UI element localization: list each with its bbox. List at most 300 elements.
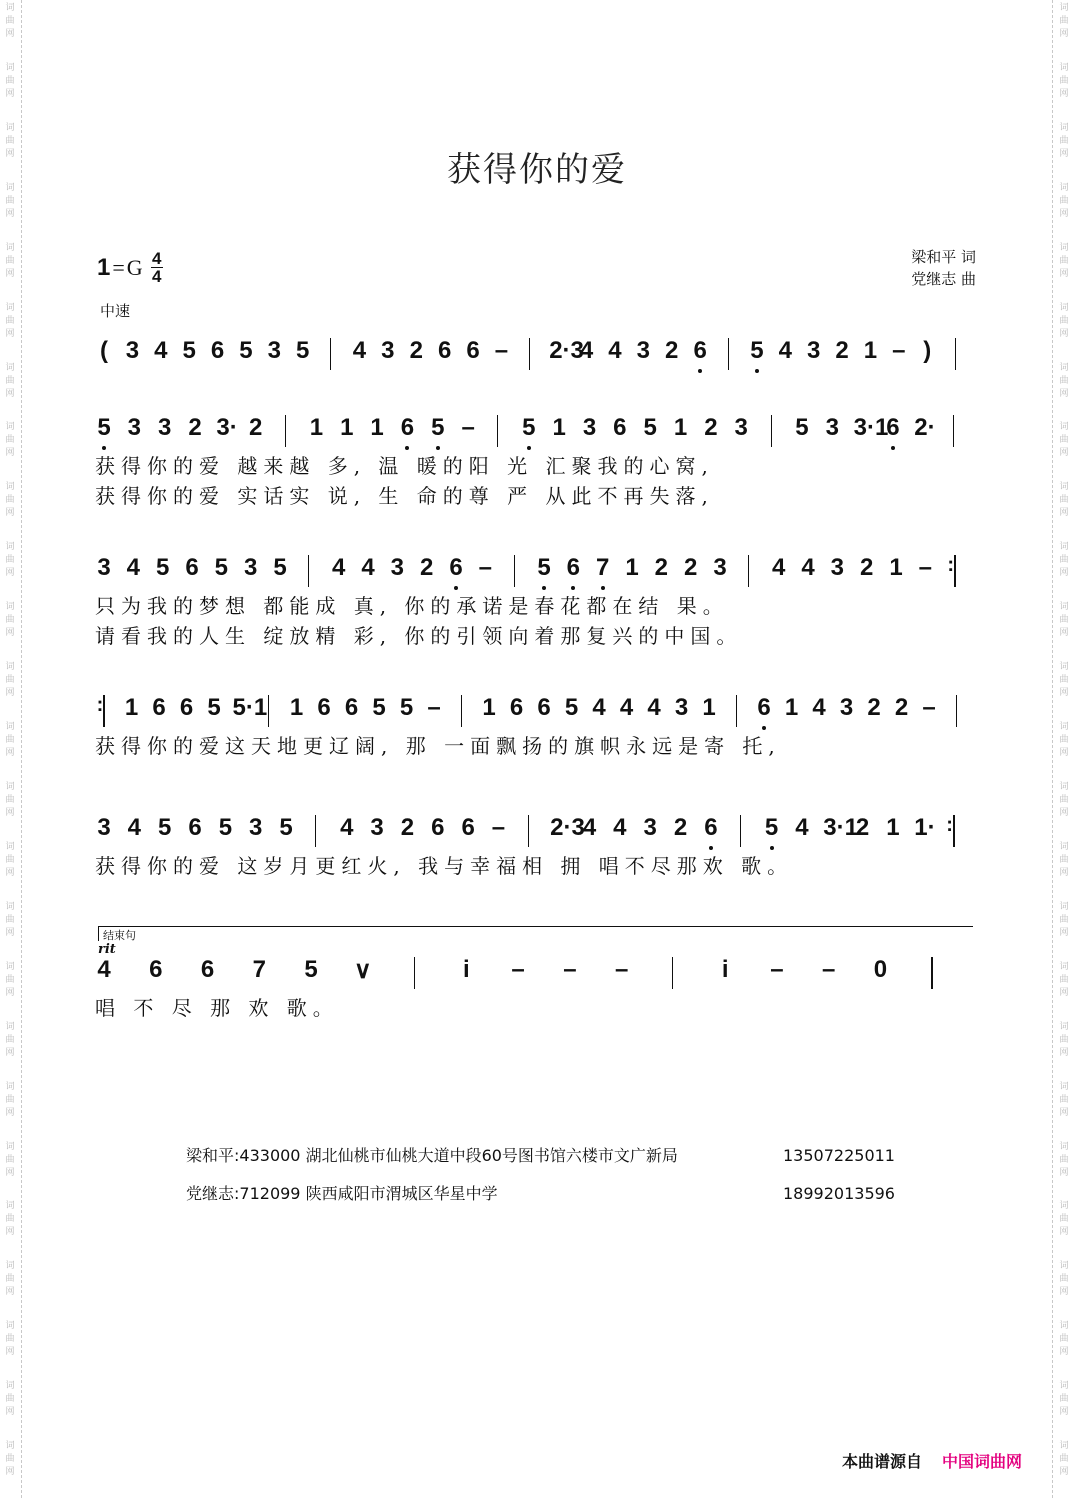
watermark-char: 网	[5, 927, 15, 938]
watermark-char: 词	[1059, 542, 1069, 553]
watermark-char: 网	[5, 987, 15, 998]
watermark-char: 词	[5, 781, 15, 792]
note: 4	[127, 814, 142, 841]
watermark-char: 词	[5, 482, 15, 493]
contact-name: 党继志:	[186, 1184, 240, 1203]
contact-row-lyricist	[186, 1137, 895, 1175]
note: 6	[437, 337, 452, 364]
note: 4	[331, 554, 346, 581]
barline	[330, 338, 331, 370]
note: 5	[214, 554, 228, 581]
note: 5	[537, 554, 551, 581]
barline	[736, 695, 737, 727]
watermark-char: 曲	[5, 794, 15, 805]
note: 3	[839, 694, 854, 721]
note: 6	[317, 694, 331, 721]
note: 3·1	[853, 414, 889, 441]
watermark-char: 词	[1059, 422, 1069, 433]
watermark-group	[5, 1198, 14, 1258]
song-title: 获得你的爱	[447, 150, 627, 190]
contact-footer	[186, 1137, 895, 1213]
note: 3	[674, 694, 689, 721]
watermark-char: 曲	[1059, 1034, 1069, 1045]
lyrics-text: 获得你的爱这天地更辽阔, 那 一面飘扬的旗帜永远是寄 托,	[95, 734, 781, 758]
watermark-char: 词	[5, 841, 15, 852]
note: 1	[625, 554, 639, 581]
watermark-char: 网	[1059, 807, 1069, 818]
note: 3	[267, 337, 281, 364]
note: 4	[801, 554, 815, 581]
watermark-char: 曲	[1059, 435, 1069, 446]
note: 6	[613, 414, 627, 441]
watermark-char: 曲	[1059, 675, 1069, 686]
note: 4	[361, 554, 375, 581]
watermark-char: 曲	[5, 435, 15, 446]
note: 3·	[216, 414, 238, 441]
note: 6	[344, 694, 359, 721]
watermark-group	[1059, 1378, 1068, 1438]
watermark-group	[1059, 1019, 1068, 1079]
watermark-group	[5, 1378, 14, 1438]
watermark-char: 词	[5, 1141, 15, 1152]
barline	[414, 957, 415, 989]
watermark-group	[5, 419, 14, 479]
score-line	[95, 929, 985, 1022]
watermark-char: 网	[1059, 388, 1069, 399]
watermark-char: 词	[5, 1381, 15, 1392]
watermark-char: 曲	[1059, 375, 1069, 386]
note: 1	[886, 814, 900, 841]
note: 4	[647, 694, 661, 721]
watermark-char: 词	[5, 122, 15, 133]
note: 6	[566, 554, 580, 581]
barline	[461, 695, 462, 727]
watermark-char: 网	[1059, 1407, 1069, 1418]
note: 6	[757, 694, 771, 721]
note: 4	[126, 554, 140, 581]
watermark-char: 词	[1059, 1201, 1069, 1212]
watermark-char: 网	[5, 1287, 15, 1298]
coda-label: 结束句	[98, 926, 973, 941]
barline	[497, 415, 498, 447]
watermark-char: 网	[5, 1227, 15, 1238]
dash-extension: –	[892, 337, 906, 364]
watermark-group	[5, 1438, 14, 1498]
barline	[308, 555, 309, 587]
watermark-char: 词	[1059, 302, 1069, 313]
watermark-char: 曲	[5, 1034, 15, 1045]
watermark-group	[5, 539, 14, 599]
watermark-char: 网	[5, 688, 15, 699]
watermark-char: 曲	[5, 16, 15, 26]
note: 2	[673, 814, 688, 841]
watermark-char: 曲	[1059, 495, 1069, 506]
note: 5	[764, 814, 779, 841]
watermark-char: 网	[1059, 148, 1069, 159]
watermark-char: 网	[5, 1047, 15, 1058]
dash-extension: –	[494, 337, 509, 364]
watermark-char: 网	[1059, 448, 1069, 459]
note: 1	[702, 694, 716, 721]
note: 1	[482, 694, 496, 721]
watermark-char: 词	[1059, 602, 1069, 613]
barline	[528, 815, 529, 847]
watermark-group	[1059, 1258, 1068, 1318]
contact-address: 712099 陕西咸阳市渭城区华星中学	[239, 1184, 498, 1203]
watermark-char: 词	[1059, 1441, 1069, 1452]
repeat-sign: :	[96, 694, 104, 716]
contact-name: 梁和平:	[186, 1146, 240, 1165]
watermark-char: 曲	[1059, 1154, 1069, 1165]
watermark-char: 网	[1059, 628, 1069, 639]
note: 3	[390, 554, 404, 581]
barline	[514, 555, 515, 587]
barline	[931, 957, 933, 989]
note: 5·1	[232, 694, 268, 721]
note: 3	[243, 554, 258, 581]
note: 5	[239, 337, 253, 364]
watermark-char: 网	[1059, 208, 1069, 219]
watermark-group	[5, 1318, 14, 1378]
watermark-group	[1059, 300, 1068, 360]
note: )	[923, 337, 932, 364]
contact-phone: 13507225011	[783, 1146, 895, 1165]
watermark-group	[5, 60, 14, 120]
watermark-char: 词	[1059, 1141, 1069, 1152]
watermark-char: 词	[1059, 122, 1069, 133]
watermark-group	[1059, 479, 1068, 539]
watermark-char: 词	[5, 1081, 15, 1092]
note: 6	[179, 694, 194, 721]
dash-extension: –	[770, 956, 784, 983]
margin-dashed-line-left	[21, 0, 22, 1498]
watermark-group	[1059, 1198, 1068, 1258]
note: 1	[863, 337, 878, 364]
note: 1	[370, 414, 384, 441]
note: 1	[289, 694, 304, 721]
watermark-char: 网	[5, 508, 15, 519]
watermark-char: 网	[5, 1407, 15, 1418]
repeat-sign: :	[947, 554, 954, 576]
watermark-char: 词	[5, 3, 15, 13]
low-octave-dot	[755, 369, 759, 373]
watermark-char: 词	[1059, 961, 1069, 972]
watermark-char: 网	[5, 1467, 15, 1478]
watermark-char: 曲	[5, 675, 15, 686]
watermark-char: 网	[5, 628, 15, 639]
watermark-group	[1059, 419, 1068, 479]
notes-row	[95, 410, 985, 450]
repeat-sign: :	[946, 814, 953, 836]
note: 6	[152, 694, 166, 721]
side-watermark-left	[0, 0, 20, 1498]
note: 6	[449, 554, 463, 581]
watermark-char: 曲	[1059, 1394, 1069, 1405]
watermark-char: 网	[5, 268, 15, 279]
note: 2	[855, 814, 870, 841]
note: 2	[249, 414, 263, 441]
watermark-char: 曲	[5, 495, 15, 506]
note: 6	[200, 956, 215, 983]
lyrics-verse-1	[95, 450, 985, 480]
watermark-char: 曲	[5, 735, 15, 746]
note: 5	[296, 337, 310, 364]
watermark-group	[1059, 60, 1068, 120]
watermark-group	[5, 240, 14, 300]
watermark-char: 网	[5, 1107, 15, 1118]
watermark-char: 曲	[5, 974, 15, 985]
note: 6	[185, 554, 199, 581]
watermark-group	[5, 360, 14, 420]
note: 6	[461, 814, 475, 841]
note: 4	[97, 956, 111, 983]
watermark-char: 曲	[5, 1154, 15, 1165]
watermark-char: 词	[1059, 62, 1069, 73]
note: 6	[188, 814, 202, 841]
watermark-char: 词	[1059, 781, 1069, 792]
watermark-char: 网	[1059, 1287, 1069, 1298]
watermark-char: 网	[5, 388, 15, 399]
watermark-char: 网	[1059, 1167, 1069, 1178]
note: 2·3	[550, 814, 585, 841]
note: 3	[582, 414, 597, 441]
lyrics-verse-1	[95, 730, 985, 760]
watermark-char: 曲	[5, 1394, 15, 1405]
watermark-char: 曲	[1059, 16, 1069, 26]
note: 4	[613, 814, 627, 841]
watermark-char: 词	[1059, 1021, 1069, 1032]
key-tonic: 1	[97, 253, 111, 281]
note: 1	[784, 694, 799, 721]
dash-extension: –	[461, 414, 475, 441]
note: 6	[693, 337, 707, 364]
note: 3	[825, 414, 839, 441]
note: 2	[654, 554, 668, 581]
watermark-char: 词	[5, 362, 15, 373]
note: 5	[182, 337, 196, 364]
key-equals: =	[112, 254, 125, 280]
watermark-char: 曲	[5, 1094, 15, 1105]
watermark-char: 曲	[5, 1274, 15, 1285]
watermark-group	[5, 1019, 14, 1079]
note: 2	[867, 694, 881, 721]
watermark-char: 词	[5, 542, 15, 553]
watermark-char: 词	[1059, 1321, 1069, 1332]
note: 3	[713, 554, 727, 581]
note: 2	[188, 414, 202, 441]
note: 6	[400, 414, 415, 441]
score-line	[95, 550, 985, 650]
side-watermark-right	[1054, 0, 1074, 1498]
watermark-char: 曲	[1059, 1094, 1069, 1105]
note: 4	[608, 337, 622, 364]
watermark-group	[1059, 899, 1068, 959]
lyrics-verse-1	[95, 992, 985, 1022]
note: 7	[595, 554, 610, 581]
score-line	[95, 333, 985, 373]
tempo-marking: 中速	[100, 302, 131, 320]
note: 6	[431, 814, 445, 841]
note: 5	[431, 414, 445, 441]
note: 4	[340, 814, 354, 841]
note: 6	[509, 694, 524, 721]
note: 3	[734, 414, 748, 441]
watermark-group	[5, 479, 14, 539]
watermark-group	[1059, 1139, 1068, 1199]
dash-extension: –	[427, 694, 441, 721]
lyrics-text: 获得你的爱 越来越 多, 温 暖的阳 光 汇聚我的心窝,	[95, 454, 714, 478]
notes-row	[95, 333, 985, 373]
barline	[771, 415, 772, 447]
watermark-char: 词	[5, 242, 15, 253]
watermark-char: 曲	[1059, 135, 1069, 146]
note: 3	[806, 337, 821, 364]
watermark-char: 词	[1059, 722, 1069, 733]
source-attribution	[842, 1449, 1022, 1472]
score-line	[95, 810, 985, 880]
watermark-char: 词	[1059, 841, 1069, 852]
note: (	[100, 337, 108, 364]
watermark-char: 曲	[1059, 615, 1069, 626]
note: 3	[370, 814, 384, 841]
note: 3	[127, 414, 142, 441]
note: 6	[704, 814, 718, 841]
barline	[529, 338, 530, 370]
barline	[268, 695, 269, 727]
time-denominator: 4	[151, 267, 162, 286]
watermark-char: 词	[5, 1021, 15, 1032]
watermark-char: 词	[5, 722, 15, 733]
dash-extension: –	[563, 956, 577, 983]
note: 2	[683, 554, 698, 581]
watermark-char: 曲	[1059, 974, 1069, 985]
watermark-group	[5, 1079, 14, 1139]
note: 1	[124, 694, 139, 721]
notes-row	[95, 690, 985, 730]
watermark-group	[1059, 959, 1068, 1019]
watermark-group	[1059, 839, 1068, 899]
watermark-char: 网	[1059, 1047, 1069, 1058]
watermark-group	[5, 1139, 14, 1199]
watermark-char: 词	[1059, 242, 1069, 253]
note: 1	[552, 414, 566, 441]
watermark-char: 网	[5, 1347, 15, 1358]
lyrics-text: 请看我的人生 绽放精 彩, 你的引领向着那复兴的中国。	[95, 624, 743, 648]
note: 2	[859, 554, 874, 581]
watermark-group	[5, 0, 14, 60]
lyrics-text: 获得你的爱 这岁月更红火, 我与幸福相 拥 唱不尽那欢 歌。	[95, 854, 794, 878]
time-numerator: 4	[151, 249, 162, 268]
note: 5	[155, 554, 170, 581]
watermark-group	[1059, 599, 1068, 659]
note: 5	[643, 414, 657, 441]
watermark-group	[1059, 659, 1068, 719]
note: 0	[873, 956, 888, 983]
watermark-char: 曲	[5, 375, 15, 386]
note: 4	[778, 337, 792, 364]
watermark-char: 网	[5, 568, 15, 579]
watermark-char: 曲	[1059, 735, 1069, 746]
note: 2	[409, 337, 423, 364]
watermark-char: 词	[5, 62, 15, 73]
watermark-char: 曲	[5, 1454, 15, 1465]
watermark-char: 网	[5, 208, 15, 219]
watermark-char: 曲	[1059, 1214, 1069, 1225]
note: 4	[771, 554, 786, 581]
watermark-group	[5, 1258, 14, 1318]
watermark-char: 网	[1059, 748, 1069, 759]
watermark-char: 词	[5, 1441, 15, 1452]
watermark-char: 网	[1059, 1467, 1069, 1478]
note: 2	[419, 554, 434, 581]
watermark-char: 网	[1059, 268, 1069, 279]
composer-credit: 党继志 曲	[911, 270, 976, 288]
source-brand-link[interactable]: 中国词曲网	[942, 1452, 1023, 1471]
dash-extension: –	[822, 956, 836, 983]
note: 5	[158, 814, 172, 841]
note: 2·3	[549, 337, 584, 364]
watermark-group	[5, 300, 14, 360]
note: 5	[564, 694, 579, 721]
watermark-char: 网	[5, 807, 15, 818]
note: 4	[592, 694, 606, 721]
lyrics-verse-2	[95, 620, 985, 650]
note: ∨	[354, 957, 372, 984]
note: 3	[249, 814, 263, 841]
watermark-char: 曲	[1059, 854, 1069, 865]
watermark-char: 网	[1059, 987, 1069, 998]
barline	[748, 555, 749, 587]
note: 5	[207, 694, 221, 721]
note: 4	[619, 694, 634, 721]
dash-extension: –	[491, 814, 506, 841]
score-line	[95, 690, 985, 760]
watermark-char: 曲	[5, 255, 15, 266]
note: 3	[158, 414, 172, 441]
note: 5	[750, 337, 764, 364]
watermark-char: 词	[5, 182, 15, 193]
note: 4	[579, 337, 594, 364]
watermark-char: 词	[5, 1201, 15, 1212]
note: 3	[381, 337, 395, 364]
note: 5	[273, 554, 287, 581]
dash-extension: –	[478, 554, 492, 581]
watermark-char: 词	[1059, 362, 1069, 373]
watermark-char: 曲	[5, 75, 15, 86]
barline	[955, 338, 956, 370]
watermark-char: 网	[1059, 328, 1069, 339]
note: 3	[125, 337, 140, 364]
watermark-char: 词	[5, 1261, 15, 1272]
contact-phone: 18992013596	[783, 1184, 895, 1203]
watermark-char: 词	[5, 1321, 15, 1332]
watermark-group	[5, 719, 14, 779]
note: 3	[97, 554, 111, 581]
watermark-char: 网	[1059, 88, 1069, 99]
watermark-char: 词	[1059, 901, 1069, 912]
watermark-group	[5, 659, 14, 719]
watermark-char: 词	[5, 662, 15, 673]
watermark-char: 曲	[5, 914, 15, 925]
watermark-group	[1059, 539, 1068, 599]
watermark-char: 网	[1059, 29, 1069, 39]
barline	[740, 815, 741, 847]
watermark-char: 曲	[5, 135, 15, 146]
note: 4	[154, 337, 168, 364]
watermark-char: 网	[5, 448, 15, 459]
note: 6	[149, 956, 163, 983]
watermark-char: 曲	[1059, 794, 1069, 805]
